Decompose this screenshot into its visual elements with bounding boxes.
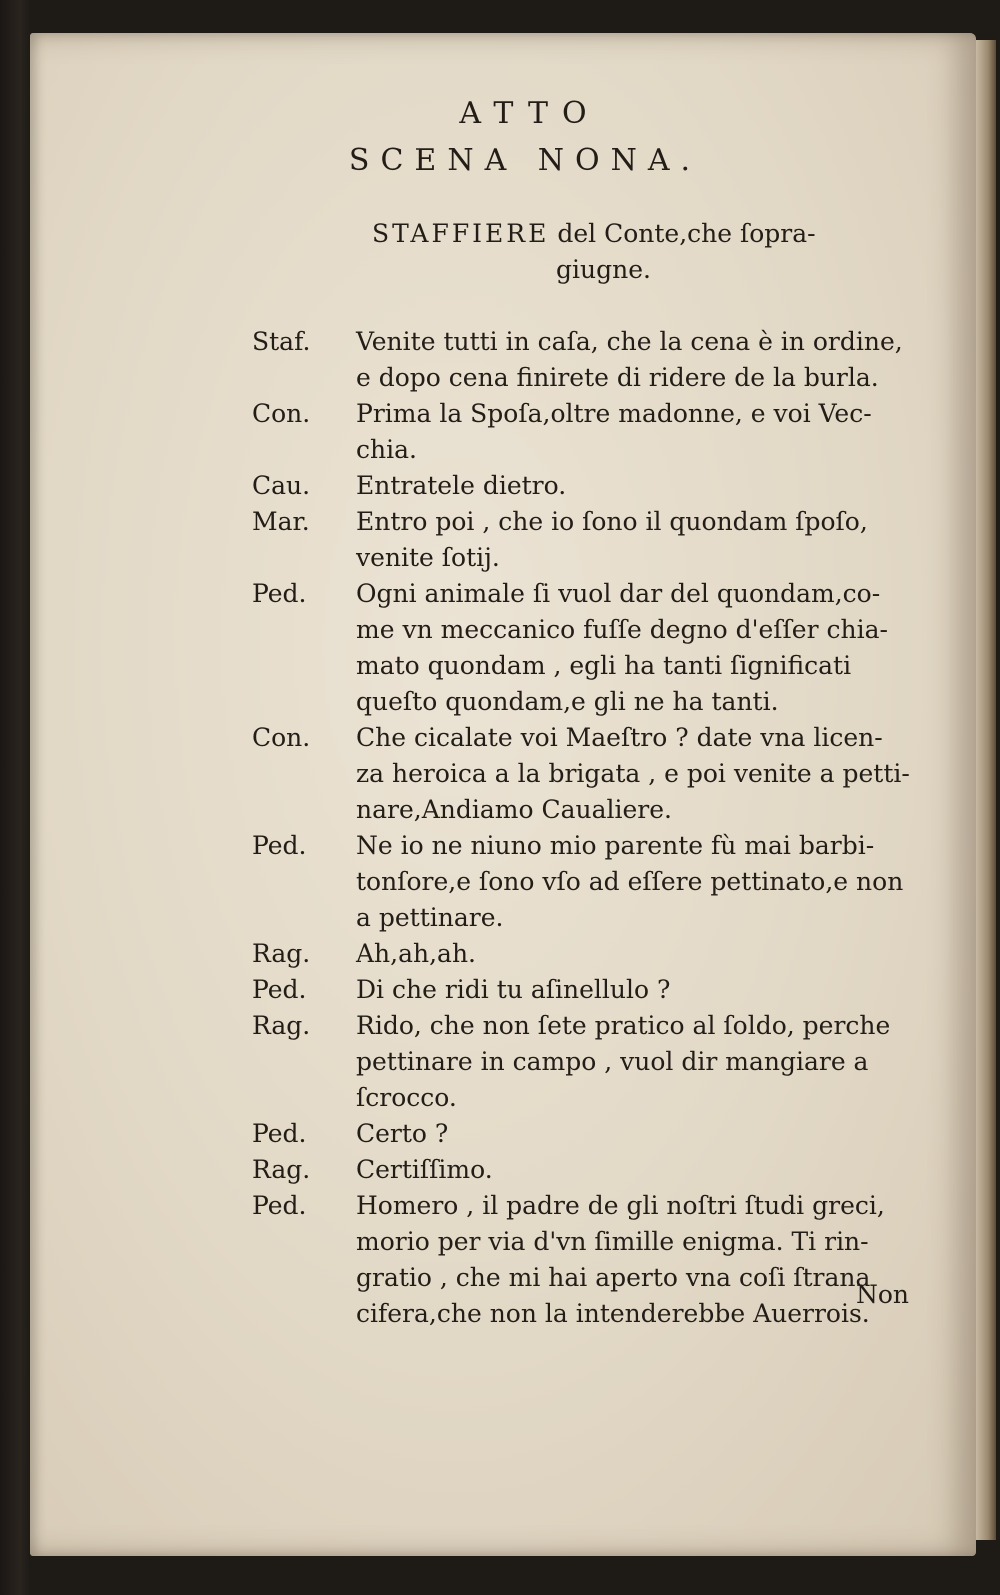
speech-line: morio per via d'vn ſimille enigma. Ti rin- [356, 1227, 869, 1256]
speaker-label: Ped. [252, 831, 307, 860]
speech-line: tonſore,e ſono vſo ad eſſere pettinato,e non [356, 867, 904, 896]
speaker-label: Con. [252, 723, 311, 752]
speaker-label: Staf. [252, 327, 311, 356]
speech-line: Certo ? [356, 1119, 449, 1148]
dialogue-entry [252, 936, 932, 972]
speech-text [356, 468, 932, 504]
dialogue-entry [252, 1008, 932, 1116]
speech-line: Rido, che non ſete pratico al ſoldo, perche [356, 1011, 891, 1040]
speech-line: Entro poi , che io ſono il quondam ſpoſo, [356, 507, 868, 536]
speaker-label: Rag. [252, 1155, 311, 1184]
speech-line: ſcrocco. [356, 1083, 457, 1112]
speech-text [356, 828, 932, 936]
speech-text [356, 576, 932, 720]
speech-text [356, 972, 932, 1008]
speech-line: cifera,che non la intenderebbe Auerrois. [356, 1299, 870, 1328]
dialogue-entry [252, 324, 932, 396]
speech-text [356, 396, 932, 468]
speech-text [356, 1152, 932, 1188]
speech-text [356, 504, 932, 576]
speech-text [356, 1008, 932, 1116]
speech-line: chia. [356, 435, 417, 464]
dialogue [252, 324, 932, 1332]
page-edge [976, 40, 996, 1540]
speech-line: Homero , il padre de gli noſtri ſtudi greci, [356, 1191, 885, 1220]
dialogue-entry [252, 1188, 932, 1332]
speech-line: nare,Andiamo Caualiere. [356, 795, 672, 824]
speaker-label: Cau. [252, 471, 311, 500]
speech-text [356, 324, 932, 396]
character-name: STAFFIERE [372, 219, 550, 248]
speech-line: Di che ridi tu aſinellulo ? [356, 975, 671, 1004]
speech-line: Ogni animale ſi vuol dar del quondam,co- [356, 579, 881, 608]
dialogue-entry [252, 576, 932, 720]
speech-line: Ne io ne niuno mio parente fù mai barbi- [356, 831, 875, 860]
speaker-label: Con. [252, 399, 311, 428]
speaker-label: Rag. [252, 939, 311, 968]
speech-line: pettinare in campo , vuol dir mangiare a [356, 1047, 869, 1076]
speech-line: mato quondam , egli ha tanti ſignificati [356, 651, 852, 680]
intro-line-2: giugne. [556, 255, 651, 284]
speaker-label: Ped. [252, 1119, 307, 1148]
dialogue-entry [252, 504, 932, 576]
speech-text [356, 936, 932, 972]
speaker-label: Mar. [252, 507, 310, 536]
act-heading: ATTO [459, 96, 601, 131]
speech-line: a pettinare. [356, 903, 504, 932]
speech-line: za heroica a la brigata , e poi venite a petti- [356, 759, 910, 788]
intro-line-1: del Conte,che ſopra- [549, 219, 816, 248]
speech-line: venite ſotij. [356, 543, 500, 572]
catchword: Non [856, 1280, 910, 1309]
speech-line: gratio , che mi hai aperto vna coſi ſtrana [356, 1263, 871, 1292]
scene-intro [372, 216, 892, 288]
dialogue-entry [252, 972, 932, 1008]
speech-line: me vn meccanico fuſſe degno d'eſſer chia- [356, 615, 888, 644]
speech-text [356, 720, 932, 828]
dialogue-entry [252, 468, 932, 504]
speech-line: Prima la Spoſa,oltre madonne, e voi Vec- [356, 399, 872, 428]
speaker-label: Rag. [252, 1011, 311, 1040]
speech-text [356, 1116, 932, 1152]
dialogue-entry [252, 1152, 932, 1188]
dialogue-entry [252, 720, 932, 828]
speech-line: e dopo cena finirete di ridere de la burla. [356, 363, 879, 392]
speaker-label: Ped. [252, 975, 307, 1004]
scene-heading: SCENA NONA. [348, 143, 702, 178]
speech-text [356, 1188, 932, 1332]
speech-line: Ah,ah,ah. [356, 939, 477, 968]
speech-line: Che cicalate voi Maeſtro ? date vna licen- [356, 723, 883, 752]
dialogue-entry [252, 1116, 932, 1152]
speaker-label: Ped. [252, 1191, 307, 1220]
speech-line: Entratele dietro. [356, 471, 567, 500]
speech-line: Venite tutti in caſa, che la cena è in ordine, [356, 327, 903, 356]
dialogue-entry [252, 828, 932, 936]
speaker-label: Ped. [252, 579, 307, 608]
speech-line: queſto quondam,e gli ne ha tanti. [356, 687, 779, 716]
speech-line: Certiſſimo. [356, 1155, 493, 1184]
dialogue-entry [252, 396, 932, 468]
